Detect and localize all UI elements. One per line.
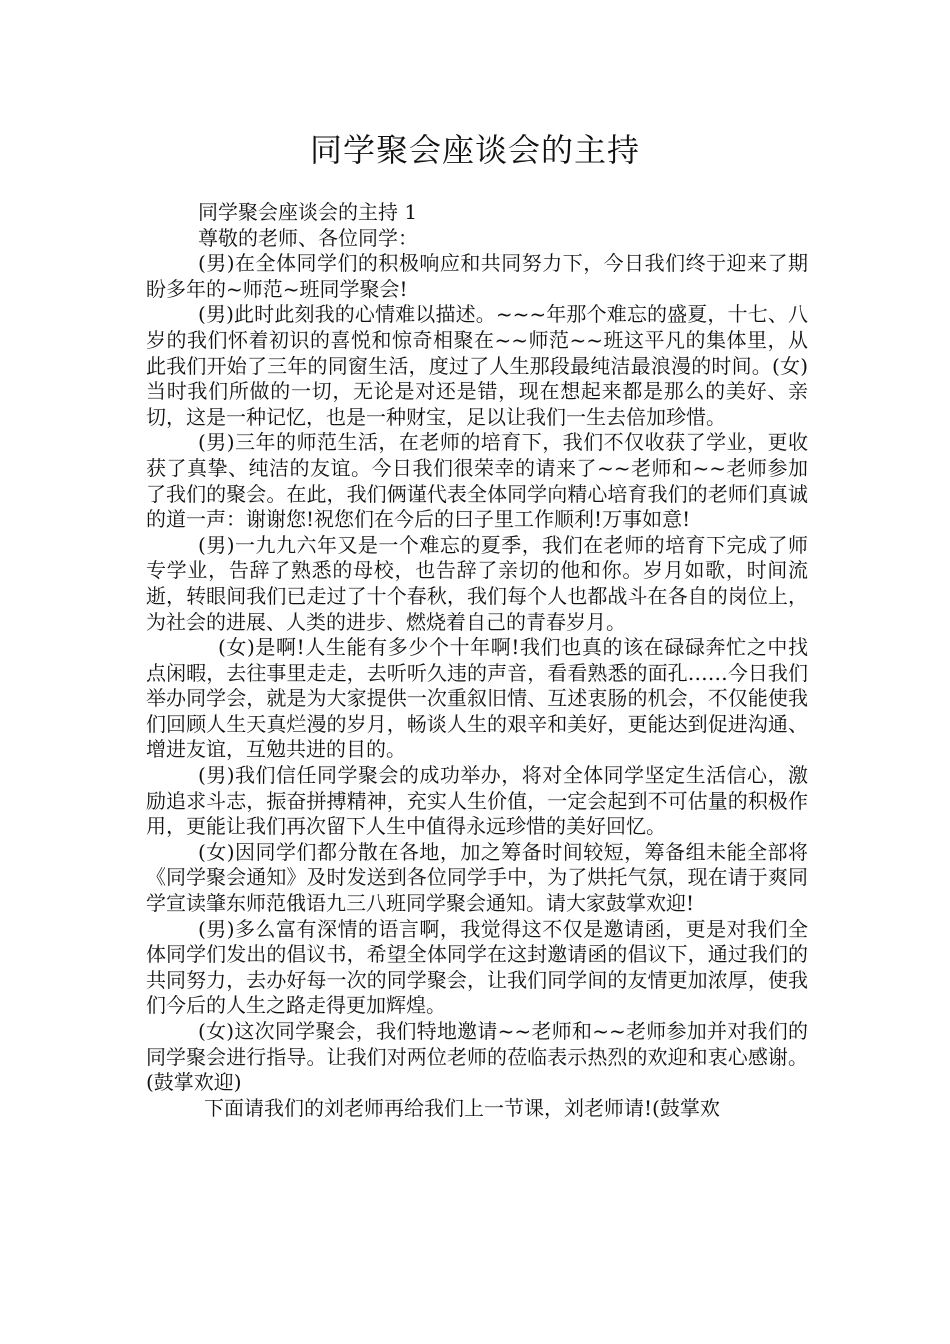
paragraph-salutation: 尊敬的老师、各位同学： [198,225,418,250]
paragraph: (男)三年的师范生活，在老师的培育下，我们不仅收获了学业，更收获了真挚、纯洁的友谊。今日我们很荣幸的请来了~~老师和~~老师参加了我们的聚会。在此，我们俩谨代表全体同学向精心培育我们的老师们真诚的道一声：谢谢您!祝您们在今后的曰子里工作顺利!万事如意! [146,430,808,532]
document-title: 同学聚会座谈会的主持 [309,131,640,169]
paragraph: (男)一九九六年又是一个难忘的夏季，我们在老师的培育下完成了师专学业，告辞了熟悉的母校，也告辞了亲切的他和你。岁月如歌，时间流逝，转眼间我们已走过了十个春秋，我们每个人也都战斗在各自的岗位上，为社会的进展、人类的进步、燃烧着自己的青春岁月。 [146,532,808,634]
paragraph: (男)在全体同学们的积极响应和共同努力下，今日我们终于迎来了期盼多年的~师范~班同学聚会! [146,251,808,301]
paragraph: (女)这次同学聚会，我们特地邀请~~老师和~~老师参加并对我们的同学聚会进行指导。让我们对两位老师的莅临表示热烈的欢迎和衷心感谢。(鼓掌欢迎) [146,1019,808,1095]
paragraph: (女)是啊!人生能有多少个十年啊!我们也真的该在碌碌奔忙之中找点闲暇，去往事里走走，去听听久违的声音，看看熟悉的面孔……今日我们举办同学会，就是为大家提供一次重叙旧情、互述衷肠的机会，不仅能使我们回顾人生天真烂漫的岁月，畅谈人生的艰辛和美好，更能达到促进沟通、增进友谊，互勉共进的目的。 [146,635,808,762]
document-body [146,200,808,1121]
paragraph: (男)多么富有深情的语言啊，我觉得这不仅是邀请函，更是对我们全体同学们发出的倡议书，希望全体同学在这封邀请函的倡议下，通过我们的共同努力，去办好每一次的同学聚会，让我们同学间的友情更加浓厚，使我们今后的人生之路走得更加辉煌。 [146,916,808,1018]
paragraph-heading: 同学聚会座谈会的主持 1 [198,200,418,224]
paragraph: (男)此时此刻我的心情难以描述。~~~年那个难忘的盛夏，十七、八岁的我们怀着初识的喜悦和惊奇相聚在~~师范~~班这平凡的集体里，从此我们开始了三年的同窗生活，度过了人生那段最纯洁最浪漫的时间。(女)当时我们所做的一切，无论是对还是错，现在想起来都是那么的美好、亲切，这是一种记忆，也是一种财宝，足以让我们一生去倍加珍惜。 [146,302,808,429]
paragraph: (女)因同学们都分散在各地，加之筹备时间较短，筹备组未能全部将《同学聚会通知》及时发送到各位同学手中，为了烘托气氛，现在请于爽同学宣读肇东师范俄语九三八班同学聚会通知。请大家鼓掌欢迎! [146,839,808,916]
paragraph: 下面请我们的刘老师再给我们上一节课，刘老师请!(鼓掌欢 [204,1095,720,1120]
paragraph: (男)我们信任同学聚会的成功举办，将对全体同学坚定生活信心，激励追求斗志，振奋拼搏精神，充实人生价值，一定会起到不可估量的积极作用，更能让我们再次留下人生中值得永远珍惜的美好回忆。 [146,763,808,839]
